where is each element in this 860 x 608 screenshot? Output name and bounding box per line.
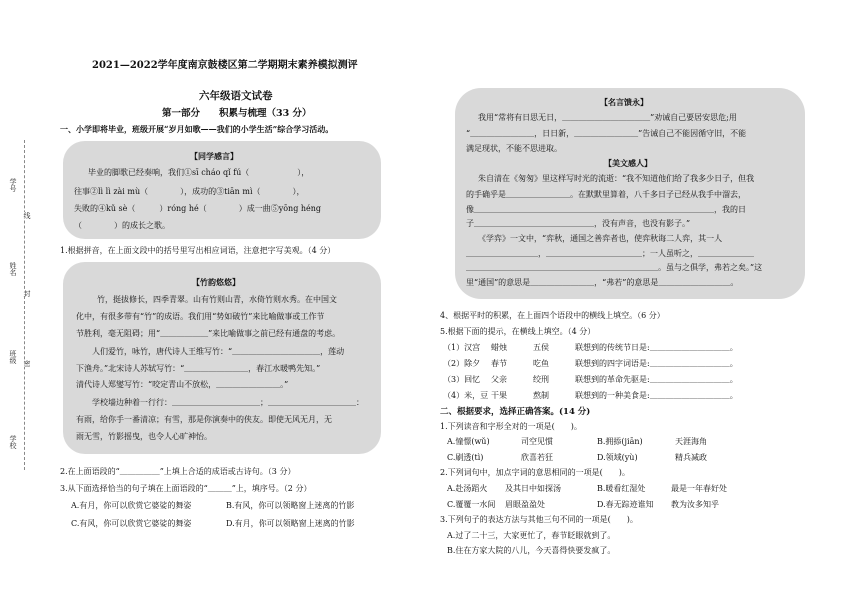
q7-option: B.暖看红湿处 (597, 484, 646, 493)
bamboo-line: 学校墙边种着一行行：＿＿＿＿＿＿＿＿＿＿＿；＿＿＿＿＿＿＿＿＿＿＿： (92, 398, 364, 407)
essay-title: 【美文感人】 (604, 158, 652, 168)
question-5: 5.根据下面的提示，在横线上填空。（4 分） (440, 327, 596, 336)
binding-label-class: 班级 (9, 350, 17, 364)
bamboo-line: 下渔舟。”北宋诗人苏轼写竹：“＿＿＿＿＿＿＿＿，春江水暖鸭先知。” (76, 364, 321, 373)
q5-word-3: 熬制 (533, 391, 549, 400)
classmate-words-title: 【同学感言】 (190, 151, 238, 161)
classmate-words-line: 往事②lì lì zài mù（ ），成功的③tiān mì（ ）， (74, 187, 305, 196)
q3-option: B.有风，你可以领略窗上迷离的竹影 (226, 501, 355, 510)
q7-row (447, 483, 727, 494)
binding-mark-line: 线 (23, 212, 31, 219)
bamboo-line: 人们爱竹，咏竹，唐代诗人王维写竹：“＿＿＿＿＿＿＿＿＿＿＿，莲动 (92, 347, 345, 356)
essay-line: 像＿＿＿＿＿＿＿＿＿＿＿＿＿＿＿＿＿＿＿＿＿＿＿＿＿＿＿＿＿＿，我的日 (466, 205, 746, 214)
q1-intro: 一、小学即将毕业，班级开展“岁月如歌——我们的小学生活”综合学习活动。 (60, 124, 334, 134)
q5-word-3: 绞刑 (533, 375, 549, 384)
q5-word-1: （2）除夕 (443, 359, 481, 368)
bamboo-line: 清代诗人郑燮写竹：“咬定青山不放松，＿＿＿＿＿＿＿＿。” (76, 380, 289, 389)
q5-prompt: 联想到的四字词语是:＿＿＿＿＿＿＿＿＿＿。 (575, 359, 738, 368)
classmate-words-line: 失败的④kǔ sè（ ）róng hé（ ）成一曲⑤yōng héng (74, 204, 322, 213)
q7-option: A.赴汤蹈火 (447, 484, 488, 493)
q5-word-3: 吃鱼 (533, 359, 549, 368)
q3-option: D.有月，你可以领略窗上迷离的竹影 (226, 519, 355, 528)
question-7: 2.下列词句中，加点字词的意思相同的一项是( )。 (440, 468, 630, 477)
q7-option: 及其日中如探汤 (505, 484, 561, 493)
q6-option: D.领域(yù) (597, 453, 638, 462)
part1-heading: 第一部分 积累与梳理（33 分） (162, 108, 312, 119)
q6-option: 欣喜若狂 (521, 453, 553, 462)
section-2-heading: 二、根据要求，选择正确答案。(14 分) (440, 407, 591, 417)
q7-row (447, 499, 719, 510)
question-4: 4、根据平时的积累，在上面四个语段中的横线上填空。（6 分） (440, 311, 665, 320)
essay-line: 朱自清在《匆匆》里这样写时光的流逝：“我不知道他们给了我多少日子，但我 (478, 174, 755, 183)
essay-line: 里“通国”的意思是＿＿＿＿＿＿＿＿，“弗若”的意思是＿＿＿＿＿＿＿＿＿。 (466, 278, 739, 287)
q7-option: C.覆覆一水间 (447, 500, 496, 509)
q6-option: 司空见惯 (521, 437, 553, 446)
binding-mark-seal: 封 (23, 290, 31, 297)
q6-option: A.憧憬(wǔ) (447, 437, 490, 446)
q5-row (443, 374, 738, 385)
q5-word-2: 春节 (491, 359, 507, 368)
bamboo-line: 竹，挺拔修长，四季青翠。山有竹则山青，水倚竹则水秀。在中国文 (97, 295, 337, 304)
question-1: 1.根据拼音，在上面文段中的括号里写出相应词语，注意把字写美观。（4 分） (60, 246, 336, 255)
binding-mark-secret: 密 (23, 360, 31, 367)
essay-line: 的手确乎是＿＿＿＿＿＿＿＿。在默默里算着，八千多日子已经从我手中溜去， (466, 190, 746, 199)
question-6: 1.下列读音和字形全对的一项是( )。 (440, 422, 582, 431)
q5-prompt: 联想到的传统节日是:＿＿＿＿＿＿＿＿＿＿。 (575, 343, 738, 352)
quotes-title: 【名言馈永】 (600, 97, 648, 107)
q8-option: A.过了二十三，大家更忙了，春节眨眼就到了。 (447, 531, 616, 540)
bamboo-title: 【竹韵悠悠】 (192, 277, 240, 287)
essay-line: 子＿＿＿＿＿＿＿＿＿＿＿＿＿＿＿，没有声音，也没有影子。” (466, 219, 691, 228)
q7-option: 最是一年春好处 (671, 484, 727, 493)
q6-row (447, 452, 707, 463)
quotes-line: 我用“常将有日思无日，＿＿＿＿＿＿＿＿＿＿＿”劝诫自己要居安思危;用 (478, 113, 737, 122)
binding-label-name: 姓名 (9, 262, 17, 276)
question-3: 3.从下面选择恰当的句子填在上面语段的“＿＿＿”上，填序号。（2 分） (60, 484, 312, 493)
q5-prompt: 联想到的革命先驱是:＿＿＿＿＿＿＿＿＿＿。 (575, 375, 738, 384)
q5-word-1: （3）回忆 (443, 375, 481, 384)
q5-word-3: 五侯 (533, 343, 549, 352)
bamboo-line: 有雨，给你手一番清凉；有雪，那是你演奏中的侠友。即使无风无月，无 (76, 415, 332, 424)
q3-option: A.有月，你可以欣赏它婆娑的舞姿 (71, 501, 192, 510)
q6-option: 精兵减政 (675, 453, 707, 462)
q7-option: D.春无踪迹谁知 (597, 500, 654, 509)
bamboo-line: 化中，有很多带有“竹”的成语。我们用“势如破竹”来比喻做事或工作节 (76, 312, 325, 321)
essay-line: ＿＿＿＿＿＿＿＿＿＿＿＿＿＿＿＿＿＿＿＿＿＿＿＿。虽与之俱学，弗若之矣。”这 (466, 263, 763, 272)
exam-subtitle: 六年级语文试卷 (199, 90, 273, 102)
classmate-words-line: 毕业的脚歌已经奏响，我们①sī cháo qǐ fú（ ）， (88, 168, 310, 177)
q7-option: 教为汝多知乎 (671, 500, 719, 509)
q6-option: C.刷透(tì) (447, 453, 484, 462)
binding-label-student-id: 学号 (9, 178, 17, 192)
bamboo-line: 雨无雪，竹影摇曳，也令人心旷神怡。 (76, 432, 212, 441)
q3-option: C.有风，你可以欣赏它婆娑的舞姿 (71, 519, 192, 528)
q5-word-2: 父亲 (491, 375, 507, 384)
bamboo-box (63, 262, 381, 454)
q8-option: B.住在方家大院的八儿，今天喜得快要发疯了。 (447, 546, 616, 555)
q5-prompt: 联想到的一种美食是:＿＿＿＿＿＿＿＿＿＿。 (575, 391, 738, 400)
q5-word-2: 蜡烛 (491, 343, 507, 352)
q5-word-1: （4）米，豆 (443, 391, 489, 400)
essay-line: ＿＿＿＿＿＿＿＿＿，＿＿＿＿＿＿＿＿＿＿＿＿；一人虽听之，＿＿＿＿＿＿＿ (466, 249, 754, 258)
question-8: 3.下列句子的表达方法与其他三句不同的一项是( )。 (440, 515, 638, 524)
q5-word-1: （1）汉宫 (443, 343, 481, 352)
classmate-words-line: （ ）的成长之歌。 (74, 221, 170, 230)
q5-row (443, 390, 738, 401)
q7-option: 眉眼盈盈处 (505, 500, 545, 509)
quotes-line: 满足现状，不能不思进取。 (466, 144, 562, 153)
quotes-line: “＿＿＿＿＿＿＿＿，日日新，＿＿＿＿＿＿＿＿”告诫自己不能因循守旧，不能 (466, 129, 747, 138)
q6-option: 天涯海角 (675, 437, 707, 446)
q6-option: B.拥掭(jiān) (597, 437, 643, 446)
binding-line (24, 140, 25, 470)
q5-row (443, 358, 738, 369)
question-2: 2.在上面语段的“＿＿＿＿＿”上填上合适的成语或古诗句。（3 分） (60, 467, 296, 476)
binding-label-school: 学校 (9, 435, 17, 449)
exam-title: 2021—2022学年度南京鼓楼区第二学期期末素养模拟测评 (92, 60, 358, 71)
bamboo-line: 节胜利，毫无阻碍；用“＿＿＿＿＿＿”来比喻做事之前已经有通盘的考虑。 (76, 329, 341, 338)
q6-row (447, 436, 707, 447)
q5-row (443, 342, 738, 353)
essay-line: 《学弈》一文中，“弈秋，通国之善弈者也，使弈秋诲二人弈，其一人 (478, 234, 723, 243)
q5-word-2: 干果 (491, 391, 507, 400)
